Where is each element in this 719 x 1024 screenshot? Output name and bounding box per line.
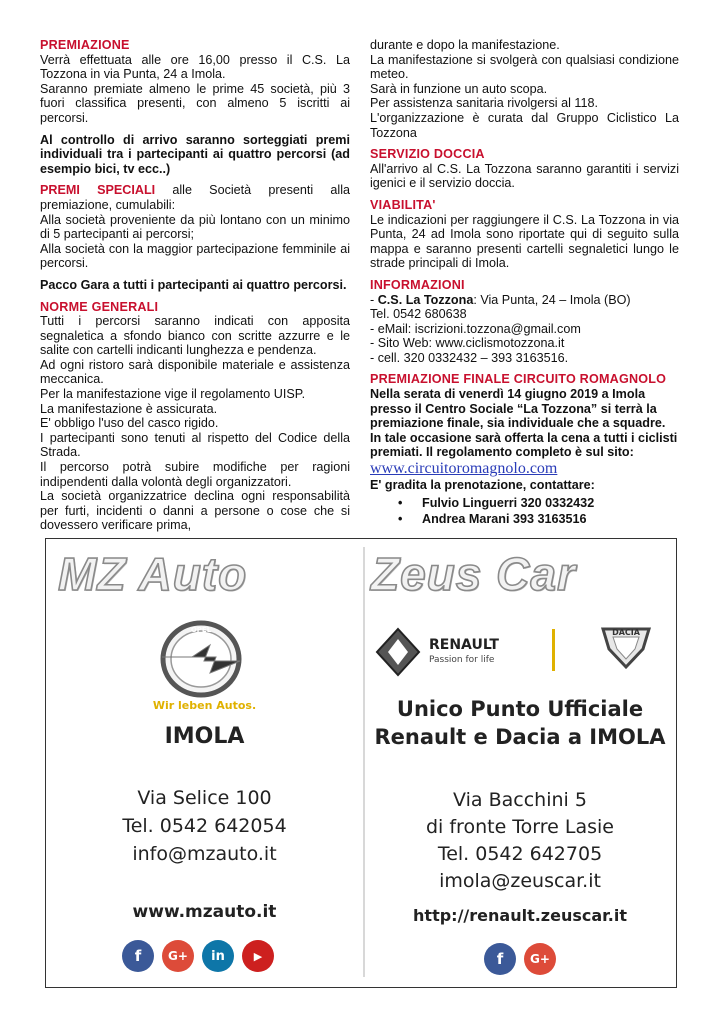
- youtube-icon[interactable]: ▶: [242, 940, 274, 972]
- contact-item: • Fulvio Linguerri 320 0332432: [370, 495, 679, 511]
- norme-paragraph-8: La società organizzatrice declina ogni responsabilità per furti, incidenti o danni a persone o cose che si dovessero verificare prima,: [40, 489, 350, 533]
- info-address: : Via Punta, 24 – Imola (BO): [473, 292, 631, 307]
- mz-city: IMOLA: [164, 724, 245, 749]
- facebook-icon[interactable]: f: [484, 943, 516, 975]
- google-plus-icon[interactable]: G+: [524, 943, 556, 975]
- zeus-email[interactable]: imola@zeuscar.it: [439, 870, 601, 892]
- mz-social-row: [122, 940, 274, 972]
- mz-email[interactable]: info@mzauto.it: [132, 843, 277, 865]
- contact-item: • Andrea Marani 393 3163516: [370, 511, 679, 527]
- advertisement-box: [45, 538, 677, 988]
- mz-address: Via Selice 100: [137, 787, 272, 809]
- premi-speciali-item-2: Alla società con la maggior partecipazione femminile ai percorsi.: [40, 241, 350, 271]
- viabilita-heading: VIABILITA': [370, 197, 436, 212]
- renault-wordmark: RENAULT: [429, 637, 499, 653]
- facebook-icon[interactable]: f: [122, 940, 154, 972]
- svg-text:OPEL: OPEL: [190, 626, 212, 634]
- renault-tagline: Passion for life: [429, 655, 495, 665]
- sorteggio-paragraph: Al controllo di arrivo saranno sorteggiati premi individuali tra i partecipanti ai quattro percorsi (ad esempio bici, tv ecc..): [40, 132, 350, 176]
- cont-paragraph-1: durante e dopo la manifestazione.: [370, 38, 560, 52]
- premiazione-heading: PREMIAZIONE: [40, 38, 130, 52]
- finale-link[interactable]: www.circuitoromagnolo.com: [370, 460, 558, 478]
- pacco-gara-paragraph: Pacco Gara a tutti i partecipanti ai quattro percorsi.: [40, 277, 347, 292]
- premi-speciali-paragraph: [40, 183, 350, 212]
- cont-paragraph-4: Per assistenza sanitaria rivolgersi al 118.: [370, 96, 598, 111]
- zeus-tel: Tel. 0542 642705: [437, 843, 603, 865]
- zeus-website[interactable]: http://renault.zeuscar.it: [413, 906, 627, 925]
- premiazione-paragraph-2: Saranno premiate almeno le prime 45 società, più 3 fuori classifica presenti, con almeno 5 iscritti ai percorsi.: [40, 81, 350, 125]
- norme-paragraph-7: Il percorso potrà subire modifiche per ragioni indipendenti dalla volontà degli organizzatori.: [40, 460, 350, 489]
- viabilita-paragraph: Le indicazioni per raggiungere il C.S. La Tozzona in via Punta, 24 ad Imola sono riportate qui di seguito sulla mappa e saranno presenti cartelli segnaletici lungo le strade principali di Imola.: [370, 212, 679, 271]
- mz-tel: Tel. 0542 642054: [122, 815, 287, 837]
- left-column: [40, 38, 350, 533]
- cont-paragraph-3: Sarà in funzione un auto scopa.: [370, 81, 548, 96]
- info-name-line: [370, 293, 679, 308]
- zeus-address: Via Bacchini 5: [453, 789, 587, 811]
- right-column: [370, 38, 679, 527]
- prenotazione-line: E' gradita la prenotazione, contattare:: [370, 478, 595, 493]
- contacts-list: [370, 495, 679, 527]
- renault-logo-icon: [375, 627, 421, 677]
- linkedin-icon[interactable]: in: [202, 940, 234, 972]
- opel-slogan: Wir leben Autos.: [152, 699, 257, 712]
- brand-separator: [552, 629, 555, 671]
- info-cell: - cell. 320 0332432 – 393 3163516.: [370, 350, 569, 365]
- info-heading: INFORMAZIONI: [370, 277, 465, 292]
- dacia-wordmark: DACIA: [612, 628, 640, 637]
- zeus-location: di fronte Torre Lasie: [425, 816, 614, 838]
- premi-speciali-intro: alle Società presenti alla premiazione, cumulabili:: [40, 183, 350, 212]
- info-web[interactable]: - Sito Web: www.ciclismotozzona.it: [370, 336, 565, 351]
- norme-paragraph-4: La manifestazione è assicurata.: [40, 401, 218, 416]
- doccia-paragraph: All'arrivo al C.S. La Tozzona saranno garantiti i servizi igenici e il servizio doccia.: [370, 161, 679, 191]
- premi-speciali-item-1: Alla società proveniente da più lontano con un minimo di 5 partecipanti ai percorsi;: [40, 212, 350, 242]
- premi-speciali-heading: PREMI SPECIALI: [40, 183, 156, 198]
- zeus-headline-1: Unico Punto Ufficiale: [396, 697, 644, 721]
- info-email[interactable]: - eMail: iscrizioni.tozzona@gmail.com: [370, 321, 581, 336]
- zeus-headline-2: Renault e Dacia a IMOLA: [374, 725, 666, 749]
- finale-heading: PREMIAZIONE FINALE CIRCUITO ROMAGNOLO: [370, 372, 667, 387]
- norme-paragraph-6: I partecipanti sono tenuti al rispetto del Codice della Strada.: [40, 430, 350, 460]
- zeus-car-logo: Zeus Car: [371, 548, 576, 600]
- info-tel: Tel. 0542 680638: [370, 307, 467, 322]
- cont-paragraph-2: La manifestazione si svolgerà con qualsiasi condizione meteo.: [370, 52, 679, 82]
- norme-paragraph-3: Per la manifestazione vige il regolamento UISP.: [40, 387, 306, 402]
- norme-paragraph-2: Ad ogni ristoro sarà disponibile materiale e assistenza meccanica.: [40, 357, 350, 387]
- cont-paragraph-5: L'organizzazione è curata dal Gruppo Ciclistico La Tozzona: [370, 110, 679, 140]
- mz-website[interactable]: www.mzauto.it: [132, 902, 277, 922]
- zeus-social-row: [484, 943, 556, 975]
- info-name: C.S. La Tozzona: [377, 292, 474, 307]
- opel-logo-icon: [158, 619, 244, 699]
- doccia-heading: SERVIZIO DOCCIA: [370, 147, 485, 162]
- norme-paragraph-1: Tutti i percorsi saranno indicati con apposita segnaletica a sfondo bianco con scritte azzurre e le salite con cartelli indicanti lunghezza e pendenza.: [40, 314, 350, 358]
- finale-paragraph: Nella serata di venerdì 14 giugno 2019 a Imola presso il Centro Sociale “La Tozzona” si terrà la premiazione finale, sia individuale che a squadre. In tale occasione sarà offerta la cena a tutti i ciclisti premiati. Il regolamento completo è sul sito:: [370, 387, 678, 460]
- norme-paragraph-5: E' obbligo l'uso del casco rigido.: [40, 416, 219, 431]
- norme-heading: NORME GENERALI: [40, 299, 159, 314]
- info-dash: -: [370, 292, 378, 307]
- google-plus-icon[interactable]: G+: [162, 940, 194, 972]
- mz-auto-logo: MZ Auto: [58, 548, 248, 600]
- premiazione-paragraph-1: Verrà effettuata alle ore 16,00 presso il C.S. La Tozzona in via Punta, 24 a Imola.: [40, 52, 350, 82]
